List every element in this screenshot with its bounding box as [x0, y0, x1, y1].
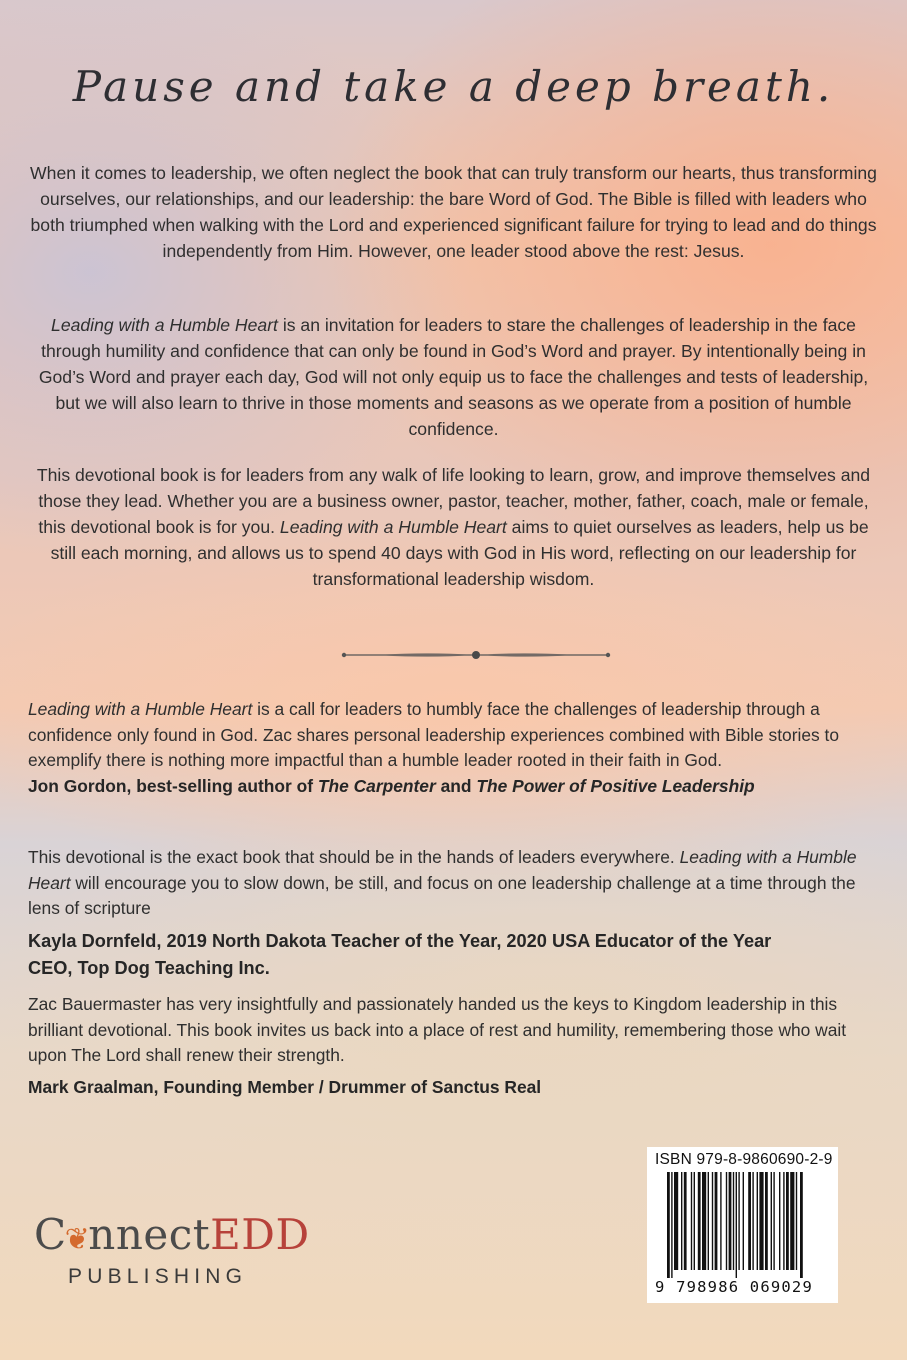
barcode-bar [733, 1172, 734, 1270]
ornamental-divider [340, 648, 612, 662]
book-title: Leading with a Humble Heart [28, 847, 857, 893]
blurb-paragraph-3 [28, 462, 879, 592]
barcode-bar [790, 1172, 794, 1270]
leaf-icon: ❦ [64, 1222, 91, 1257]
attribution-line: CEO, Top Dog Teaching Inc. [28, 957, 270, 978]
barcode-bars [667, 1172, 832, 1278]
barcode-bar [748, 1172, 751, 1270]
isbn-label: ISBN 979-8-9860690-2-9 [655, 1151, 833, 1168]
review-attribution [28, 774, 888, 800]
blurb-text: is an invitation for leaders to stare the challenges of leadership in the face through humility and confidence that can only be found in God’s Word and prayer. By intentionally being in God’s Word and prayer each day, God will not only equip us to face the challenges and tests of leadership, but we will also learn to thrive in those moments and seasons as we operate from a position of humble confidence. [38, 315, 869, 439]
barcode-bar [681, 1172, 682, 1270]
blurb-paragraph-1: When it comes to leadership, we often neglect the book that can truly transform our hearts, thus transforming ourselves, our relationships, and our leadership: the bare Word of God. The Bible is filled with leaders who both triumphed when walking with the Lord and experienced significant failure for trying to lead and do things independently from Him. However, one leader stood above the rest: Jesus. [30, 163, 877, 261]
publisher-logo [34, 1210, 310, 1289]
barcode-bar [759, 1172, 763, 1270]
logo-letter: C [34, 1210, 67, 1259]
attribution-name: Jon Gordon, best-selling author of [28, 775, 318, 796]
barcode-bar [771, 1172, 772, 1270]
barcode-bar [757, 1172, 758, 1270]
attribution-book: The Power of Positive Leadership [476, 775, 755, 796]
barcode-bar [743, 1172, 744, 1270]
review-1 [28, 697, 888, 799]
barcode-bar [738, 1172, 739, 1270]
review-attribution [28, 928, 888, 982]
attribution-conjunction: and [435, 775, 477, 796]
barcode-bar [752, 1172, 753, 1270]
review-text: This devotional is the exact book that should be in the hands of leaders everywhere. [28, 847, 680, 867]
barcode-bar [796, 1172, 797, 1270]
attribution-line: Kayla Dornfeld, 2019 North Dakota Teacher of the Year, 2020 USA Educator of the Year [28, 930, 772, 951]
barcode-bar [720, 1172, 721, 1270]
blurb-text: This devotional book is for leaders from any walk of life looking to learn, grow, and improve themselves and those they lead. Whether you are a business owner, pastor, teacher, mother, father, coach, male or female, this devotional book is for you. [36, 465, 871, 537]
barcode-bar [698, 1172, 701, 1270]
review-text: will encourage you to slow down, be still, and focus on one leadership challenge at a time through the lens of scripture [28, 872, 856, 918]
barcode-bar [708, 1172, 709, 1270]
review-text: is a call for leaders to humbly face the challenges of leadership through a confidence only found in God. Zac shares personal leadership experiences combined with Bible stories to exemplify there is nothing more impactful than a humble leader rooted in their faith in God. [28, 699, 840, 770]
review-2 [28, 845, 888, 982]
barcode-digits: 9 798986 069029 [655, 1278, 813, 1296]
barcode-bar [671, 1172, 672, 1278]
review-text: Zac Bauermaster has very insightfully and passionately handed us the keys to Kingdom leadership in this brilliant devotional. This book invites us back into a place of rest and humility, remembering those who wait upon The Lord shall renew their strength. [28, 994, 847, 1065]
book-title: Leading with a Humble Heart [279, 517, 507, 537]
barcode-bar [729, 1172, 732, 1270]
publisher-logo-wordmark [34, 1210, 310, 1263]
barcode-bar [726, 1172, 727, 1270]
logo-letters-edd: EDD [210, 1210, 310, 1259]
barcode-bar [800, 1172, 803, 1278]
barcode-bar [684, 1172, 687, 1270]
blurb-paragraph-2 [28, 312, 879, 442]
barcode-bar [712, 1172, 713, 1270]
barcode-bar [773, 1172, 774, 1270]
attribution-book: The Carpenter [317, 775, 436, 796]
barcode-bar [779, 1172, 780, 1270]
review-3 [28, 992, 888, 1100]
logo-letters: nnect [88, 1210, 211, 1259]
barcode-bar [667, 1172, 670, 1278]
barcode-bar [736, 1172, 737, 1278]
barcode-bar [765, 1172, 768, 1270]
blurb-text: aims to quiet ourselves as leaders, help us be still each morning, and allows us to spend 40 days with God in His word, reflecting on our leadership for transformational leadership wisdom. [50, 517, 869, 589]
isbn-barcode [647, 1147, 838, 1303]
book-title: Leading with a Humble Heart [51, 315, 278, 335]
barcode-bar [691, 1172, 692, 1270]
barcode-bar [783, 1172, 784, 1270]
book-title: Leading with a Humble Heart [28, 699, 253, 719]
publisher-subtitle: PUBLISHING [68, 1265, 248, 1288]
barcode-bar [702, 1172, 706, 1270]
review-attribution: Mark Graalman, Founding Member / Drummer of Sanctus Real [28, 1076, 542, 1097]
barcode-bar [715, 1172, 718, 1270]
barcode-bar [786, 1172, 789, 1270]
barcode-bar [674, 1172, 678, 1270]
barcode-bar [694, 1172, 695, 1270]
headline: Pause and take a deep breath. [72, 62, 835, 111]
